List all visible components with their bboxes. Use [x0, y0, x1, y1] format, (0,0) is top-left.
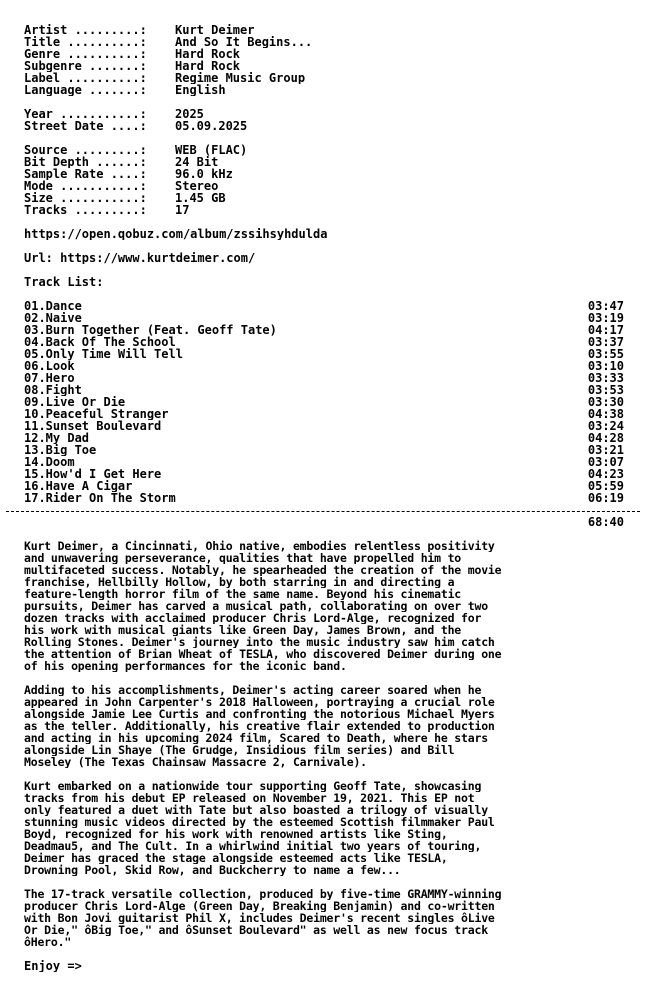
metadata-row [24, 48, 624, 60]
track-title: 16.Have A Cigar [24, 480, 133, 492]
field-key: Language .......: [24, 84, 147, 96]
field-key: Street Date ....: [24, 120, 147, 132]
text-line: with Bon Jovi guitarist Phil X, includes Deimer's recent singles ôLive [24, 912, 495, 924]
text-line: and unwavering perseverance, qualities that have propelled him to [24, 552, 462, 564]
track-row [24, 468, 624, 480]
text-line: pursuits, Deimer has carved a musical path, collaborating on over two [24, 600, 488, 612]
field-value: 96.0 kHz [175, 168, 233, 180]
track-row [24, 312, 624, 324]
text-line: only featured a duet with Tate but also boasted a trilogy of visually [24, 804, 488, 816]
text-line: as the teller. Additionally, his creative flair extended to production [24, 720, 495, 732]
metadata-row [24, 60, 624, 72]
text-line: his work with musical giants like Green Day, James Brown, and the [24, 624, 462, 636]
description-paragraph [24, 684, 624, 768]
closing-text: Enjoy => [24, 960, 82, 972]
metadata-row [24, 72, 624, 84]
description-paragraph [24, 540, 624, 672]
field-value: Hard Rock [175, 60, 241, 72]
metadata-row [24, 120, 624, 132]
metadata-block [24, 24, 624, 96]
track-duration: 04:38 [587, 408, 624, 420]
text-line: Deimer has graced the stage alongside esteemed acts like TESLA, [24, 852, 448, 864]
technical-block [24, 144, 624, 216]
track-duration: 03:10 [587, 360, 624, 372]
track-title: 07.Hero [24, 372, 75, 384]
field-key: Bit Depth ......: [24, 156, 147, 168]
description-paragraph [24, 780, 624, 876]
text-line: Or Die," ôBig Toe," and ôSunset Boulevard" as well as new focus track [24, 924, 488, 936]
metadata-row [24, 168, 624, 180]
track-title: 01.Dance [24, 300, 82, 312]
track-duration: 03:24 [587, 420, 624, 432]
dashed-divider [6, 511, 640, 512]
total-duration: 68:40 [587, 515, 624, 529]
metadata-row [24, 180, 624, 192]
track-duration: 03:33 [587, 372, 624, 384]
field-key: Sample Rate ....: [24, 168, 147, 180]
text-line: alongside Lin Shaye (The Grudge, Insidious film series) and Bill [24, 744, 455, 756]
track-title: 17.Rider On The Storm [24, 492, 176, 504]
links-block [24, 228, 624, 240]
field-value: 24 Bit [175, 156, 219, 168]
track-row [24, 456, 624, 468]
field-value: WEB (FLAC) [175, 144, 248, 156]
track-duration: 03:37 [587, 336, 624, 348]
track-row [24, 396, 624, 408]
text-line: of his opening performances for the iconic band. [24, 660, 347, 672]
field-value: 2025 [175, 108, 204, 120]
text-line: The 17-track versatile collection, produced by five-time GRAMMY-winning [24, 888, 502, 900]
field-key: Mode ...........: [24, 180, 147, 192]
track-title: 02.Naive [24, 312, 82, 324]
track-duration: 03:47 [587, 300, 624, 312]
text-line: and acting in his upcoming 2024 film, Scared to Death, where he stars [24, 732, 488, 744]
field-key: Size ...........: [24, 192, 147, 204]
text-line: Drowning Pool, Skid Row, and Buckcherry to name a few... [24, 864, 401, 876]
track-row [24, 384, 624, 396]
field-key: Year ...........: [24, 108, 147, 120]
track-title: 13.Big Toe [24, 444, 97, 456]
metadata-row [24, 144, 624, 156]
metadata-row [24, 192, 624, 204]
track-duration: 03:21 [587, 444, 624, 456]
track-duration: 03:07 [587, 456, 624, 468]
text-line: stunning music videos directed by the esteemed Scottish filmmaker Paul [24, 816, 495, 828]
track-title: 15.How'd I Get Here [24, 468, 162, 480]
tracklist-heading-block [24, 276, 624, 288]
description-paragraph [24, 888, 624, 948]
track-row [24, 300, 624, 312]
text-line: Kurt embarked on a nationwide tour supporting Geoff Tate, showcasing [24, 780, 482, 792]
text-line: ôHero." [24, 936, 72, 948]
track-row [24, 348, 624, 360]
track-row [24, 360, 624, 372]
track-duration: 04:28 [587, 432, 624, 444]
track-title: 12.My Dad [24, 432, 90, 444]
field-key: Genre ..........: [24, 48, 147, 60]
field-key: Tracks .........: [24, 204, 147, 216]
url-block [24, 252, 624, 264]
field-key: Source .........: [24, 144, 147, 156]
track-title: 08.Fight [24, 384, 82, 396]
field-value: English [175, 84, 226, 96]
field-value: 05.09.2025 [175, 120, 248, 132]
text-line: the attention of Brian Wheat of TESLA, who discovered Deimer during one [24, 648, 502, 660]
text-line: Kurt Deimer, a Cincinnati, Ohio native, embodies relentless positivity [24, 540, 495, 552]
field-key: Subgenre .......: [24, 60, 147, 72]
text-line: franchise, Hellbilly Hollow, by both starring in and directing a [24, 576, 455, 588]
track-row [24, 336, 624, 348]
text-line: Moseley (The Texas Chainsaw Massacre 2, Carnivale). [24, 756, 367, 768]
metadata-row [24, 108, 624, 120]
track-duration: 04:23 [587, 468, 624, 480]
field-key: Artist .........: [24, 24, 147, 36]
track-duration: 04:17 [587, 324, 624, 336]
track-list [24, 300, 624, 504]
metadata-row [24, 24, 624, 36]
track-duration: 06:19 [587, 492, 624, 504]
text-line: multifaceted success. Notably, he spearheaded the creation of the movie [24, 564, 502, 576]
field-value: Kurt Deimer [175, 24, 255, 36]
metadata-row [24, 36, 624, 48]
date-block [24, 108, 624, 132]
text-line: Rolling Stones. Deimer's journey into the music industry saw him catch [24, 636, 495, 648]
track-title: 06.Look [24, 360, 75, 372]
track-row [24, 432, 624, 444]
field-value: Regime Music Group [175, 72, 306, 84]
metadata-row [24, 204, 624, 216]
track-title: 03.Burn Together (Feat. Geoff Tate) [24, 324, 277, 336]
closing-block [24, 960, 624, 972]
track-duration: 03:53 [587, 384, 624, 396]
track-row [24, 444, 624, 456]
track-title: 09.Live Or Die [24, 396, 126, 408]
field-key: Label ..........: [24, 72, 147, 84]
track-duration: 03:55 [587, 348, 624, 360]
metadata-row [24, 84, 624, 96]
track-row [24, 420, 624, 432]
track-duration: 03:30 [587, 396, 624, 408]
field-value: 17 [175, 204, 190, 216]
text-line: Boyd, recognized for his work with renowned artists like Sting, [24, 828, 448, 840]
track-row [24, 372, 624, 384]
field-value: 1.45 GB [175, 192, 226, 204]
field-value: And So It Begins... [175, 36, 313, 48]
track-row [24, 480, 624, 492]
text-line: producer Chris Lord-Alge (Green Day, Breaking Benjamin) and co-written [24, 900, 495, 912]
text-line: tracks from his debut EP released on November 19, 2021. This EP not [24, 792, 475, 804]
website-link[interactable]: Url: https://www.kurtdeimer.com/ [24, 252, 256, 264]
track-title: 05.Only Time Will Tell [24, 348, 183, 360]
track-title: 14.Doom [24, 456, 75, 468]
track-row [24, 492, 624, 504]
track-title: 04.Back Of The School [24, 336, 176, 348]
track-title: 10.Peaceful Stranger [24, 408, 169, 420]
text-line: Adding to his accomplishments, Deimer's acting career soared when he [24, 684, 482, 696]
tracklist-heading: Track List: [24, 276, 104, 288]
track-row [24, 408, 624, 420]
track-duration: 03:19 [587, 312, 624, 324]
field-value: Hard Rock [175, 48, 241, 60]
field-key: Title ..........: [24, 36, 147, 48]
text-line: alongside Jamie Lee Curtis and confronting the notorious Michael Myers [24, 708, 495, 720]
text-line: feature-length horror film of the same name. Beyond his cinematic [24, 588, 462, 600]
text-line: dozen tracks with acclaimed producer Chris Lord-Alge, recognized for [24, 612, 482, 624]
field-value: Stereo [175, 180, 219, 192]
text-line: appeared in John Carpenter's 2018 Halloween, portraying a crucial role [24, 696, 495, 708]
track-row [24, 324, 624, 336]
metadata-row [24, 156, 624, 168]
text-line: Deadmau5, and The Cult. In a whirlwind initial two years of touring, [24, 840, 482, 852]
track-title: 11.Sunset Boulevard [24, 420, 162, 432]
qobuz-link[interactable]: https://open.qobuz.com/album/zssihsyhdulda [24, 228, 328, 240]
track-duration: 05:59 [587, 480, 624, 492]
